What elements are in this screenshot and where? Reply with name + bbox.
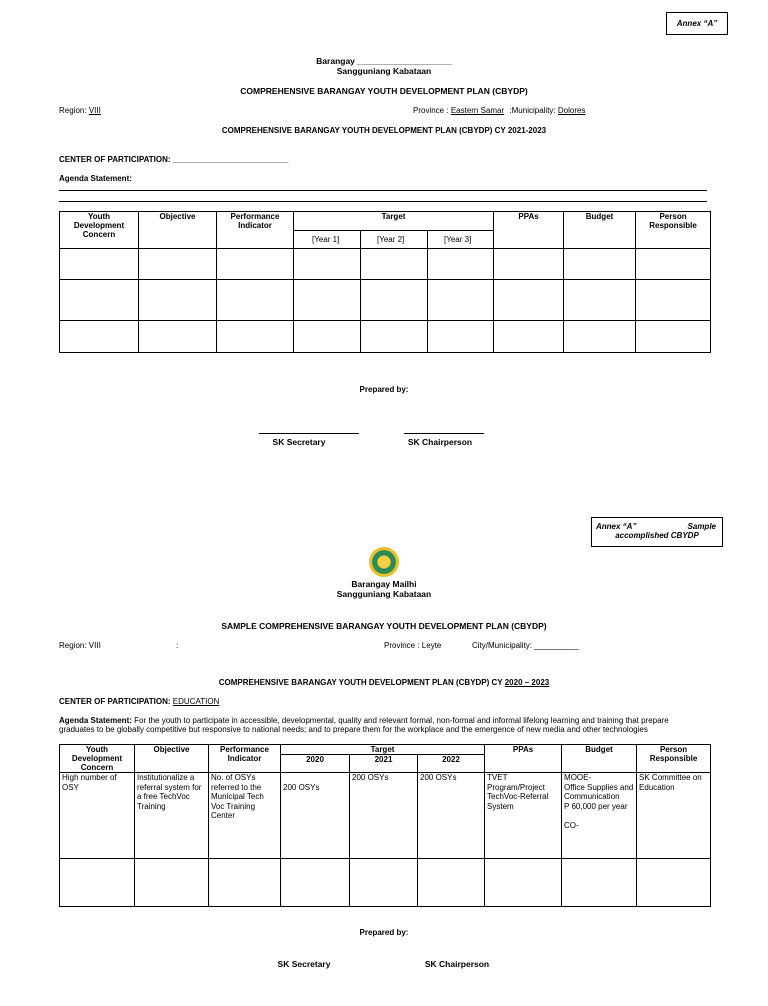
header-year-2: [Year 2] xyxy=(361,231,428,249)
sample-cell-2020-text: 200 OSYs xyxy=(283,783,320,792)
plan-table-sample xyxy=(59,744,711,907)
sample-cell-2022: 200 OSYs xyxy=(418,773,485,859)
sample-header-indicator: Performance Indicator xyxy=(209,745,281,773)
table-cell[interactable] xyxy=(564,249,636,280)
table-cell[interactable] xyxy=(418,859,485,907)
sample-sk-chairperson: SK Chairperson xyxy=(424,959,490,969)
table-cell[interactable] xyxy=(564,280,636,321)
sample-header-target: Target xyxy=(281,745,485,755)
sample-cell-person: SK Committee on Education xyxy=(637,773,711,859)
agenda-line-1 xyxy=(59,190,707,191)
table-cell[interactable] xyxy=(135,859,209,907)
sample-cell-2021: 200 OSYs xyxy=(350,773,418,859)
sample-cell-ppas: TVET Program/Project TechVoc-Referral System xyxy=(485,773,562,859)
table-row xyxy=(60,249,711,280)
region-value: VIII xyxy=(88,106,101,115)
header-ppas: PPAs xyxy=(494,212,564,249)
table-cell[interactable] xyxy=(350,859,418,907)
table-cell[interactable] xyxy=(217,321,294,353)
table-cell[interactable] xyxy=(60,249,139,280)
sample-annex-box xyxy=(591,517,723,547)
sample-budget-mooe: MOOE- xyxy=(564,773,592,782)
agenda-label: Agenda Statement: xyxy=(59,174,132,183)
sample-budget-co: CO- xyxy=(564,821,579,830)
sample-agenda-line2: graduates to be globally competitive but responsive to national needs; and to prepare them for the workplace and the emergence of new media and other technologies xyxy=(59,725,648,734)
table-cell[interactable] xyxy=(636,280,711,321)
header-year-1: [Year 1] xyxy=(294,231,361,249)
sample-title: SAMPLE COMPREHENSIVE BARANGAY YOUTH DEVELOPMENT PLAN (CBYDP) xyxy=(221,621,547,631)
sample-header-ppas: PPAs xyxy=(485,745,562,773)
sample-subtitle-prefix: COMPREHENSIVE BARANGAY YOUTH DEVELOPMENT PLAN (CBYDP) CY xyxy=(218,678,503,687)
table-cell[interactable] xyxy=(494,280,564,321)
table-cell[interactable] xyxy=(60,859,135,907)
region-field xyxy=(59,106,101,115)
table-cell[interactable] xyxy=(361,321,428,353)
municipality-value: Dolores xyxy=(557,106,586,115)
sk-secretary-label: SK Secretary xyxy=(272,437,326,447)
sample-header-objective: Objective xyxy=(135,745,209,773)
table-cell[interactable] xyxy=(485,859,562,907)
table-cell[interactable] xyxy=(139,280,217,321)
sample-sk-secretary: SK Secretary xyxy=(277,959,331,969)
sample-region: Region: VIII xyxy=(59,641,101,650)
sample-annex-label: Annex “A” xyxy=(596,522,637,531)
sk-heading: Sangguniang Kabataan xyxy=(336,66,432,76)
table-cell[interactable] xyxy=(217,249,294,280)
sample-center-label: CENTER OF PARTICIPATION: xyxy=(59,697,171,706)
sample-agenda-line1: For the youth to participate in accessible, developmental, quality and relevant formal, non-formal and informal lifelong learning and training that prepare xyxy=(134,716,669,725)
sample-header-2022: 2022 xyxy=(418,755,485,773)
table-row xyxy=(60,321,711,353)
table-cell[interactable] xyxy=(564,321,636,353)
sample-cell-budget xyxy=(562,773,637,859)
table-cell[interactable] xyxy=(637,859,711,907)
table-cell[interactable] xyxy=(494,249,564,280)
barangay-seal-icon xyxy=(369,547,399,577)
sample-agenda-label: Agenda Statement: xyxy=(59,716,132,725)
table-row xyxy=(60,859,711,907)
barangay-line: Barangay ____________________ xyxy=(316,56,452,66)
table-cell[interactable] xyxy=(562,859,637,907)
center-of-participation: CENTER OF PARTICIPATION: __________________________ xyxy=(59,155,289,164)
sample-header-person: Person Responsible xyxy=(637,745,711,773)
table-cell[interactable] xyxy=(281,859,350,907)
chairperson-signature-line xyxy=(404,433,484,434)
sample-sk-heading: Sangguniang Kabataan xyxy=(336,589,432,599)
header-target: Target xyxy=(294,212,494,231)
sample-subtitle xyxy=(0,678,768,687)
table-cell[interactable] xyxy=(636,321,711,353)
province-label: Province : xyxy=(413,106,449,115)
secretary-signature-line xyxy=(259,433,359,434)
sample-cell-2020 xyxy=(281,773,350,859)
header-concern: Youth Development Concern xyxy=(60,212,139,249)
sample-cell-concern: High number of OSY xyxy=(60,773,135,859)
sample-region-colon: : xyxy=(176,641,179,650)
table-cell[interactable] xyxy=(209,859,281,907)
table-cell[interactable] xyxy=(428,249,494,280)
sample-province: Province : Leyte xyxy=(384,641,442,650)
sample-cell-indicator: No. of OSYs referred to the Municipal Tech Voc Training Center xyxy=(209,773,281,859)
table-cell[interactable] xyxy=(139,321,217,353)
province-field xyxy=(413,106,585,115)
table-cell[interactable] xyxy=(361,249,428,280)
sample-header-2021: 2021 xyxy=(350,755,418,773)
table-cell[interactable] xyxy=(139,249,217,280)
table-cell[interactable] xyxy=(294,249,361,280)
municipality-label: :Municipality: xyxy=(509,106,556,115)
header-objective: Objective xyxy=(139,212,217,249)
header-year-3: [Year 3] xyxy=(428,231,494,249)
table-row xyxy=(60,280,711,321)
sample-cell-objective: Institutionalize a referral system for a free TechVoc Training xyxy=(135,773,209,859)
table-row xyxy=(60,773,711,859)
table-cell[interactable] xyxy=(60,321,139,353)
header-indicator: Performance Indicator xyxy=(217,212,294,249)
header-person: Person Responsible xyxy=(636,212,711,249)
page-title: COMPREHENSIVE BARANGAY YOUTH DEVELOPMENT PLAN (CBYDP) xyxy=(240,86,528,96)
province-value: Eastern Samar xyxy=(450,106,505,115)
table-cell[interactable] xyxy=(294,280,361,321)
sample-header-budget: Budget xyxy=(562,745,637,773)
prepared-by: Prepared by: xyxy=(359,385,409,394)
sample-city: City/Municipality: __________ xyxy=(472,641,579,650)
sample-center-value: EDUCATION xyxy=(172,697,220,706)
sample-barangay: Barangay Mailhi xyxy=(351,579,417,589)
sk-chairperson-label: SK Chairperson xyxy=(407,437,473,447)
sample-header-concern: Youth Development Concern xyxy=(60,745,135,773)
sample-budget-office: Office Supplies and Communication xyxy=(564,782,634,801)
sample-annex-line2: accomplished CBYDP xyxy=(615,531,699,540)
table-cell[interactable] xyxy=(428,321,494,353)
table-cell[interactable] xyxy=(60,280,139,321)
plan-table-blank xyxy=(59,211,711,353)
table-cell[interactable] xyxy=(294,321,361,353)
table-cell[interactable] xyxy=(428,280,494,321)
sample-header-2020: 2020 xyxy=(281,755,350,773)
table-cell[interactable] xyxy=(217,280,294,321)
sample-center-of-participation xyxy=(59,697,219,706)
annex-box: Annex “A” xyxy=(666,12,728,35)
table-cell[interactable] xyxy=(494,321,564,353)
sample-subtitle-years: 2020 – 2023 xyxy=(504,678,550,687)
sample-budget-amount: P 60,000 per year xyxy=(564,801,628,811)
sample-annex-sample: Sample xyxy=(687,522,716,531)
region-label: Region: xyxy=(59,106,87,115)
table-cell[interactable] xyxy=(636,249,711,280)
header-budget: Budget xyxy=(564,212,636,249)
sample-agenda xyxy=(59,716,709,734)
sample-prepared-by: Prepared by: xyxy=(359,928,409,937)
agenda-line-2 xyxy=(59,201,707,202)
plan-subtitle: COMPREHENSIVE BARANGAY YOUTH DEVELOPMENT PLAN (CBYDP) CY 2021-2023 xyxy=(221,126,547,135)
table-cell[interactable] xyxy=(361,280,428,321)
